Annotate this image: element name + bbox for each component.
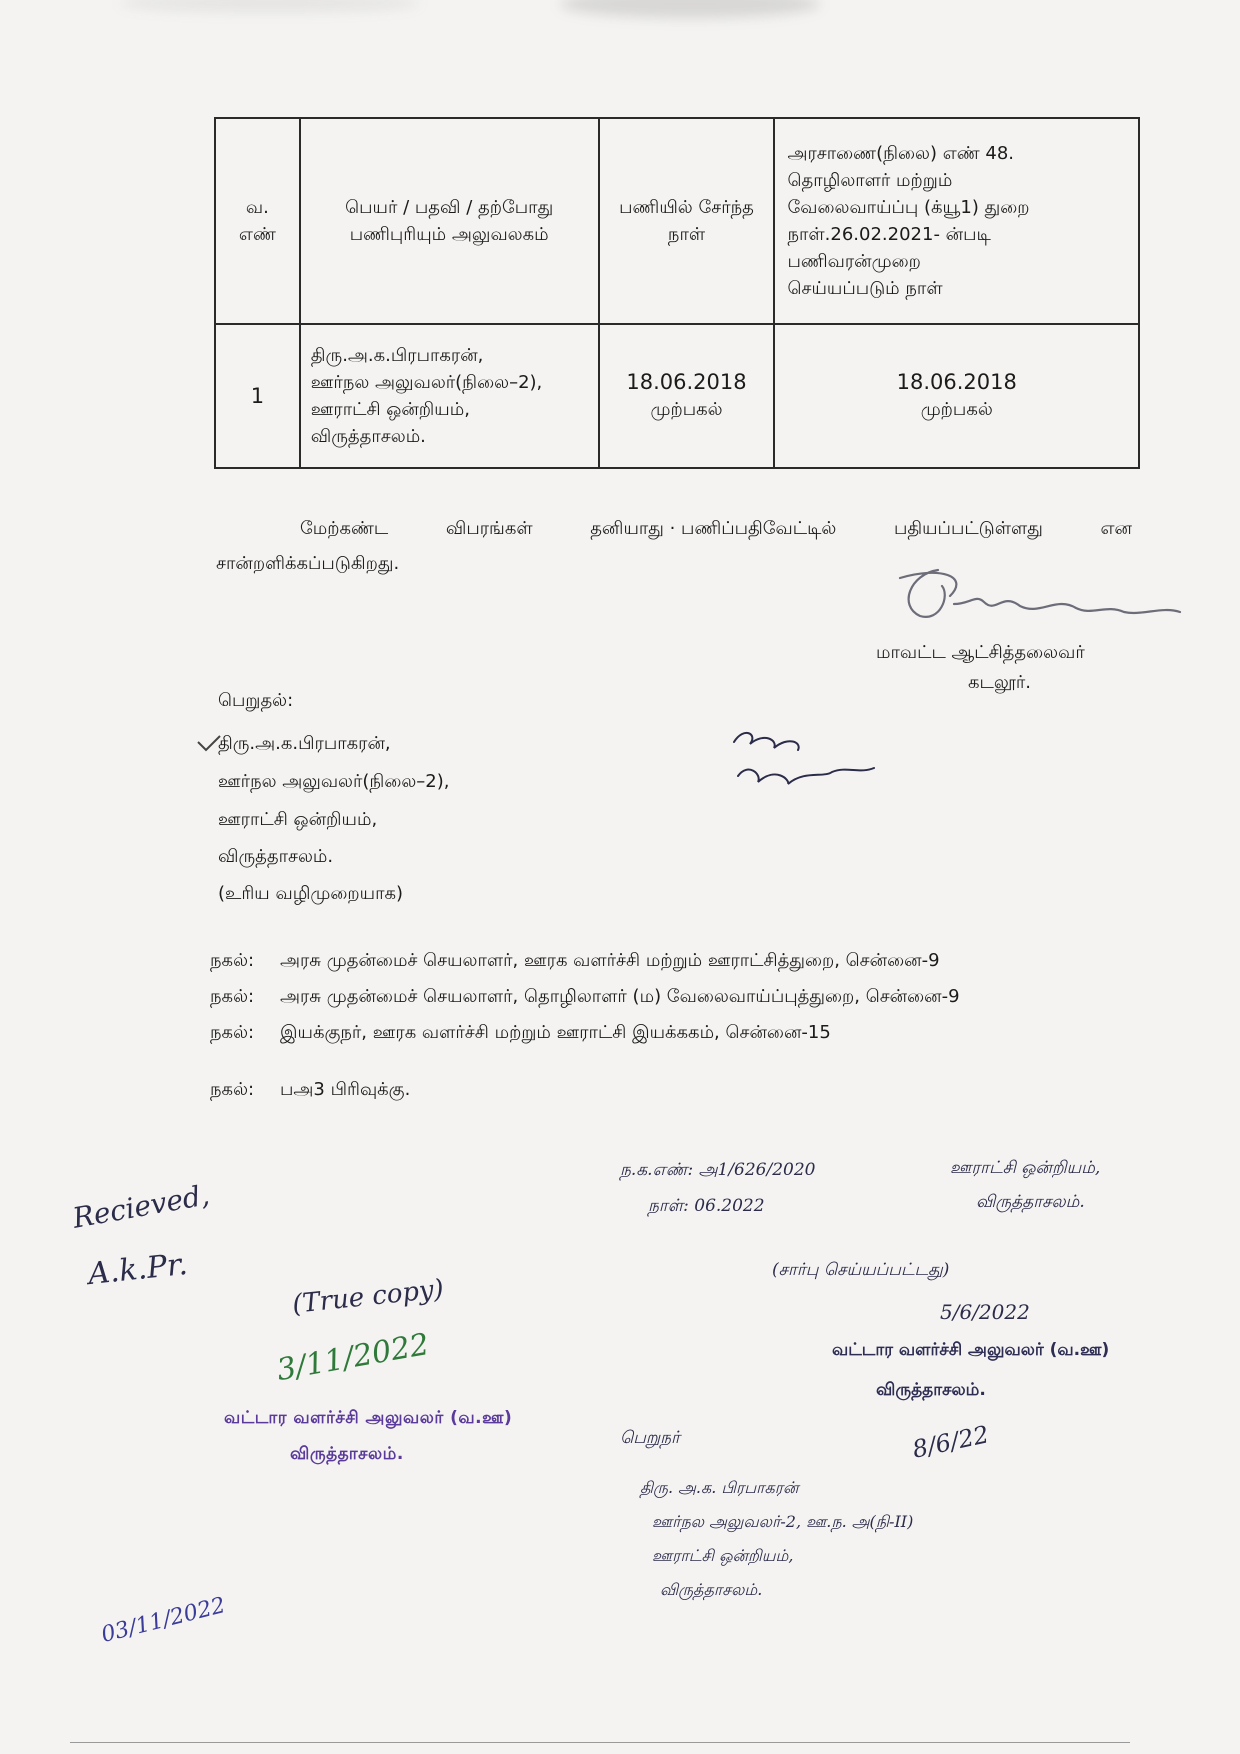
- signatory-place: கடலூர்.: [968, 672, 1031, 693]
- page-bottom-rule: [70, 1742, 1130, 1743]
- bdo-stamp-left-place: விருத்தாசலம்.: [290, 1444, 404, 1464]
- copy-line: நகல்: பஅ3 பிரிவுக்கு.: [210, 1079, 411, 1100]
- header-order: அரசாணை(நிலை) எண் 48. தொழிலாளர் மற்றும் வேலைவாய்ப்பு (க்யூ1) துறை நாள்.26.02.2021- ன்படி பணிவரன்முறை செய்யப்படும் நாள்: [774, 118, 1139, 324]
- header-name: பெயர் / பதவி / தற்போது பணிபுரியும் அலுவலகம்: [300, 118, 599, 324]
- collector-signature: [880, 556, 1190, 636]
- copy-line: நகல்: அரசு முதன்மைச் செயலாளர், ஊரக வளர்ச்சி மற்றும் ஊராட்சித்துறை, சென்னை-9: [210, 950, 940, 971]
- handwritten-received: Recieved,: [70, 1178, 212, 1235]
- handwritten-bdo-date: 5/6/2022: [940, 1300, 1030, 1324]
- cell-name: திரு.அ.க.பிரபாகரன், ஊர்நல அலுவலர்(நிலை–2), ஊராட்சி ஒன்றியம், விருத்தாசலம்.: [300, 324, 599, 468]
- cell-serial: 1: [215, 324, 300, 468]
- handwritten-office: ஊராட்சி ஒன்றியம்,: [950, 1158, 1101, 1178]
- handwritten-bottom-date: 03/11/2022: [98, 1593, 228, 1648]
- service-details-table: [214, 117, 1140, 469]
- copy-line: நகல்: இயக்குநர், ஊரக வளர்ச்சி மற்றும் ஊராட்சி இயக்ககம், சென்னை-15: [210, 1022, 831, 1043]
- cell-joined: 18.06.2018 முற்பகல்: [599, 324, 775, 468]
- handwritten-reference-number: ந.க.எண்: அ1/626/2020: [620, 1160, 816, 1180]
- recipient-line: ஊர்நல அலுவலர்(நிலை–2),: [218, 771, 450, 792]
- table-header-row: [215, 118, 1139, 324]
- handwritten-recipient-line: ஊர்நல அலுவலர்-2, ஊ.ந. அ(நி-II): [652, 1512, 914, 1531]
- handwritten-received-sign: A.k.Pr.: [86, 1246, 190, 1293]
- handwritten-reference-date: நாள்: 06.2022: [648, 1196, 765, 1216]
- handwritten-initial-date: 8/6/22: [909, 1420, 992, 1464]
- certification-paragraph-end: சான்றளிக்கப்படுகிறது.: [216, 553, 400, 574]
- recipient-line: விருத்தாசலம்.: [218, 846, 334, 867]
- copy-line: நகல்: அரசு முதன்மைச் செயலாளர், தொழிலாளர் (ம) வேலைவாய்ப்புத்துறை, சென்னை-9: [210, 986, 960, 1007]
- header-serial: வ. எண்: [215, 118, 300, 324]
- handwritten-place: விருத்தாசலம்.: [976, 1192, 1085, 1212]
- handwritten-true-copy: (True copy): [290, 1274, 446, 1320]
- bdo-stamp-left-title: வட்டார வளர்ச்சி அலுவலர் (வ.ஊ): [224, 1408, 513, 1428]
- scan-smudge: [560, 0, 820, 18]
- handwritten-forward-note: (சார்பு செய்யப்பட்டது): [772, 1260, 950, 1280]
- recipient-line: (உரிய வழிமுறையாக): [218, 883, 404, 904]
- scan-smudge: [120, 0, 420, 12]
- recipient-line: ஊராட்சி ஒன்றியம்,: [218, 809, 378, 830]
- handwritten-recipient-line: ஊராட்சி ஒன்றியம்,: [652, 1546, 794, 1565]
- bdo-stamp-right-title: வட்டார வளர்ச்சி அலுவலர் (வ.ஊ): [832, 1340, 1110, 1360]
- handwritten-recipient-line: திரு. அ.க. பிரபாகரன்: [640, 1478, 799, 1497]
- handwritten-initial-mark: [728, 722, 878, 794]
- table-row: [215, 324, 1139, 468]
- signatory-designation: மாவட்ட ஆட்சித்தலைவர்: [876, 642, 1085, 663]
- cell-regularised: 18.06.2018 முற்பகல்: [774, 324, 1139, 468]
- recipient-label: பெறுதல்:: [218, 690, 294, 711]
- handwritten-green-date: 3/11/2022: [274, 1326, 432, 1389]
- bdo-stamp-right-place: விருத்தாசலம்.: [876, 1380, 986, 1400]
- certification-paragraph: மேற்கண்ட விபரங்கள் தனியாது · பணிப்பதிவேட்டில் பதியப்பட்டுள்ளது என: [300, 518, 1132, 539]
- recipient-line: திரு.அ.க.பிரபாகரன்,: [218, 733, 391, 754]
- handwritten-recipient-label: பெறுநர்: [620, 1428, 680, 1448]
- handwritten-recipient-line: விருத்தாசலம்.: [660, 1580, 763, 1599]
- header-joined: பணியில் சேர்ந்த நாள்: [599, 118, 775, 324]
